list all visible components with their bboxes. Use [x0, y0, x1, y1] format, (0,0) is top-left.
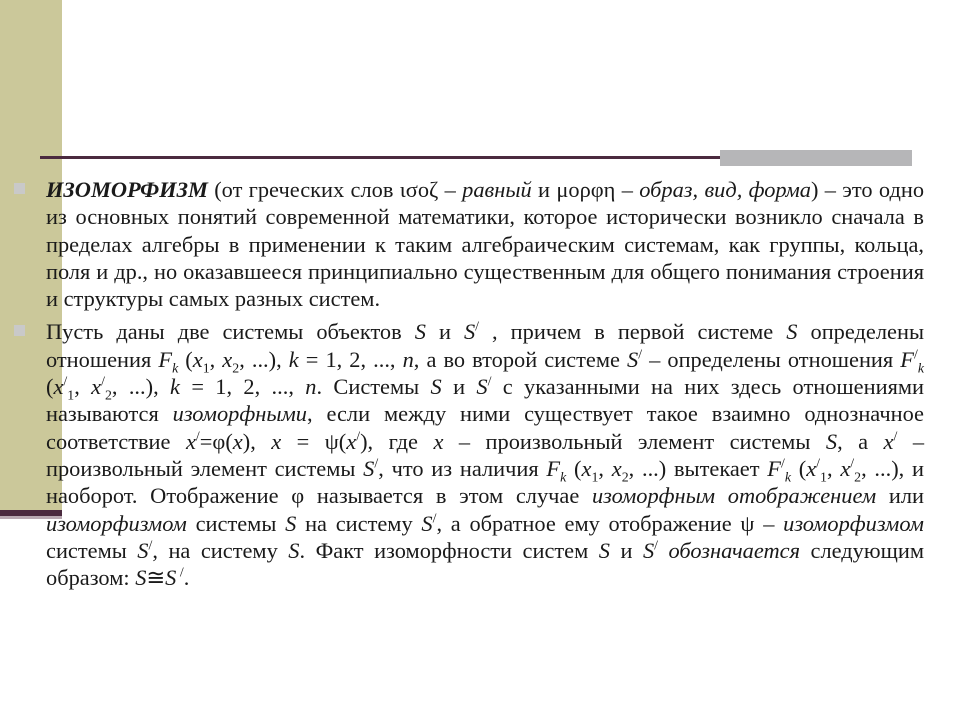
subscript-k: k [172, 361, 179, 377]
symbol-S: S [421, 510, 433, 536]
symbol-S: S [135, 565, 147, 591]
symbol-x: x [611, 455, 622, 481]
symbol-psi: ψ [740, 510, 755, 536]
text: – [754, 510, 784, 536]
slide-body [14, 176, 924, 591]
prime: / [893, 429, 898, 445]
text: ( [566, 455, 582, 481]
symbol-S: S [137, 537, 149, 563]
text: – [438, 177, 463, 202]
subscript-2: 2 [232, 361, 240, 377]
text: = 1, 2, ..., [298, 346, 403, 372]
symbol-F: F [900, 346, 914, 372]
italic-ravnyi: равный [462, 177, 532, 202]
text: , [826, 455, 841, 481]
symbol-S: S [627, 346, 639, 372]
symbol-n: n [305, 374, 317, 400]
text: и [425, 319, 464, 345]
symbol-x: x [222, 346, 233, 372]
symbol-x: x [271, 428, 282, 454]
text: . Системы [316, 374, 431, 400]
text: = ψ( [281, 428, 347, 454]
text: и [531, 177, 557, 202]
prime: / [176, 565, 184, 581]
subscript-2: 2 [854, 470, 862, 486]
text: . Факт изоморфности систем [299, 537, 599, 563]
text: – определены отношения [642, 346, 901, 372]
prime: / [780, 456, 785, 472]
text: – произвольный элемент системы [443, 428, 826, 454]
symbol-x: x [53, 374, 64, 400]
symbol-k: k [170, 374, 180, 400]
subscript-1: 1 [820, 470, 827, 486]
prime: / [356, 429, 361, 445]
greek-isos: ισοζ [399, 177, 439, 202]
symbol-k: k [288, 346, 299, 372]
symbol-x: x [840, 455, 851, 481]
symbol-x: x [192, 346, 203, 372]
subscript-1: 1 [67, 388, 75, 404]
symbol-x: x [91, 374, 102, 400]
prime: / [487, 374, 492, 390]
paragraph-explanation [14, 318, 924, 591]
symbol-x: x [883, 428, 894, 454]
text: = 1, 2, ..., [179, 374, 306, 400]
text: или [876, 483, 924, 509]
italic-obraz-vid-forma: образ, вид, форма [639, 177, 811, 202]
prime: / [638, 347, 643, 363]
prime: / [913, 347, 918, 363]
text: Пусть даны две системы объектов [46, 319, 415, 345]
subscript-2: 2 [104, 388, 112, 404]
symbol-S: S [285, 510, 297, 536]
text: на систему [296, 510, 422, 536]
text: – [615, 177, 640, 202]
square-bullet-icon [14, 183, 25, 194]
symbol-x: x [806, 455, 817, 481]
prime: / [816, 456, 821, 472]
text: , на систему [152, 537, 289, 563]
text: , ...), и наоборот. Отображение [46, 455, 925, 509]
subscript-k: k [784, 470, 791, 486]
subscript-k: k [917, 361, 924, 377]
symbol-S: S [430, 374, 442, 400]
symbol-S: S [363, 455, 375, 481]
italic-izomorfizmom: изоморфизмом [46, 510, 187, 536]
text: , ...), [111, 374, 171, 400]
italic-izomorfnym-otobrazheniem: изоморфным отображением [591, 483, 877, 509]
text: =φ( [199, 428, 233, 454]
subscript-k: k [560, 470, 567, 486]
text: – произвольный элемент системы [46, 428, 925, 481]
symbol-F: F [158, 346, 173, 372]
text: (от греческих слов [207, 177, 400, 202]
text: , ...), [239, 346, 289, 372]
symbol-x: x [433, 428, 444, 454]
text: определены отношения [46, 319, 924, 372]
subscript-2: 2 [621, 470, 629, 486]
symbol-F: F [546, 455, 561, 481]
text: , а во второй системе [413, 346, 627, 372]
text: с указанными на них здесь отношениями называются [46, 374, 925, 427]
symbol-x: x [185, 428, 196, 454]
symbol-x: x [232, 428, 243, 454]
paragraph-definition [14, 176, 924, 312]
text: , а обратное ему отображение [436, 510, 741, 536]
subscript-1: 1 [202, 361, 210, 377]
text: ( [178, 346, 193, 372]
prime: / [850, 456, 855, 472]
title-divider-accent [720, 150, 912, 166]
italic-izomorfnymi: изоморфными [172, 401, 307, 427]
symbol-S: S [598, 537, 610, 563]
text: системы [46, 537, 138, 563]
congruence-symbol: ≅ [146, 565, 166, 591]
text: , что из наличия [378, 455, 547, 481]
symbol-S: S [476, 374, 488, 400]
greek-morphe: μορφη [556, 177, 616, 202]
prime: / [374, 456, 379, 472]
symbol-S: S [786, 319, 798, 345]
term-izomorfizm: ИЗОМОРФИЗМ [46, 177, 208, 202]
text: , если между ними существует такое взаимно однозначное соответствие [46, 401, 924, 454]
symbol-F: F [767, 455, 781, 481]
text: системы [186, 510, 286, 536]
text: , а [837, 428, 884, 454]
symbol-S: S [642, 537, 655, 563]
text: , [598, 455, 612, 481]
text: и [441, 374, 477, 400]
symbol-x: x [346, 428, 357, 454]
text: следующим образом: [46, 537, 924, 591]
text: , ...) вытекает [628, 455, 768, 481]
text: и [609, 537, 643, 563]
text: , [209, 346, 223, 372]
prime: / [195, 429, 200, 445]
symbol-S: S [825, 428, 838, 454]
text: , [74, 374, 92, 400]
text: ) – это одно из основных понятий современной математики, которое исторически возникло сначала в пределах алгебры в применении к таким алгебраическим системам, как группы, кольца, поля и др., но оказавшееся принципиально существенным для общего понимания строения и структуры самых разных систем. [46, 177, 925, 312]
italic-oboznachaetsya: обозначается [658, 537, 801, 563]
italic-izomorfizmom: изоморфизмом [783, 510, 924, 536]
text: называется в этом случае [304, 483, 592, 509]
prime: / [148, 538, 153, 554]
square-bullet-icon [14, 325, 25, 336]
prime: / [654, 538, 658, 554]
symbol-phi: φ [291, 483, 305, 509]
prime: / [63, 374, 68, 390]
text: . [183, 565, 190, 591]
prime: / [432, 511, 437, 527]
symbol-S: S [414, 319, 426, 345]
symbol-S: S [165, 565, 177, 591]
prime: / [475, 320, 480, 336]
prime: / [101, 374, 105, 390]
text: ( [46, 374, 54, 400]
symbol-S: S [463, 319, 476, 345]
symbol-x: x [581, 455, 592, 481]
subscript-1: 1 [591, 470, 599, 486]
symbol-n: n [402, 346, 414, 372]
text: ), где [360, 428, 434, 454]
text: ( [791, 455, 807, 481]
text: , причем в первой системе [479, 319, 787, 345]
text: ), [242, 428, 272, 454]
symbol-S: S [288, 537, 300, 563]
